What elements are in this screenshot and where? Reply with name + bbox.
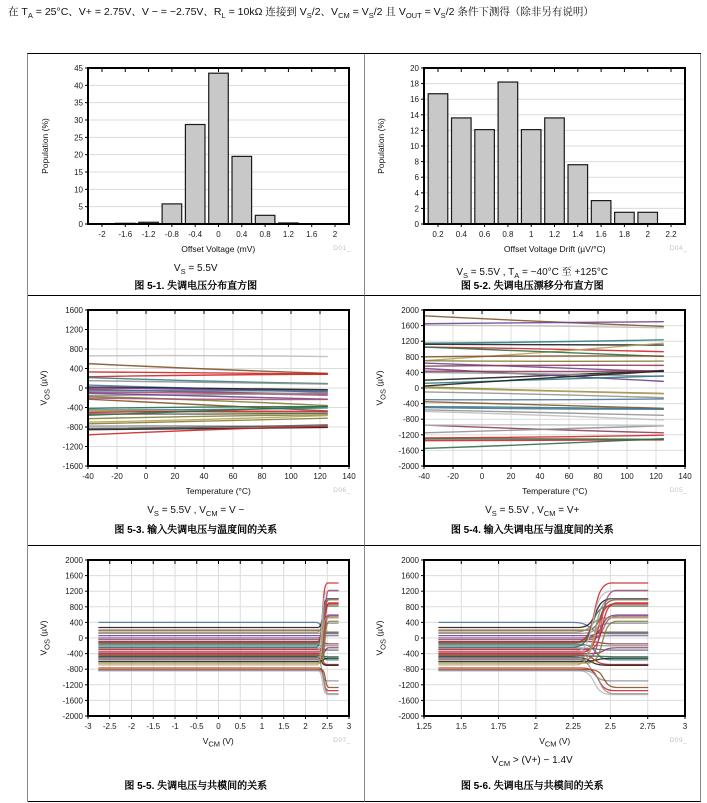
svg-text:-3: -3 [84, 722, 92, 731]
plot-area [367, 552, 697, 749]
svg-text:100: 100 [284, 472, 298, 481]
svg-text:800: 800 [405, 352, 420, 362]
y-axis-title: Population (%) [39, 118, 50, 174]
svg-text:1200: 1200 [401, 337, 420, 347]
svg-text:1200: 1200 [401, 587, 420, 597]
svg-text:-1600: -1600 [62, 462, 83, 471]
figure-condition: $V_S = 5.5V$ , $T_A = -40^\circ C$ 至 +125°C [456, 267, 609, 280]
svg-text:-2000: -2000 [398, 712, 420, 721]
svg-text:0: 0 [414, 220, 420, 229]
svg-text:120: 120 [649, 472, 663, 481]
svg-text:0.2: 0.2 [432, 230, 444, 239]
svg-text:0: 0 [480, 472, 485, 481]
plot-watermark: D07_ [333, 737, 351, 744]
svg-text:0: 0 [414, 634, 420, 643]
plot-watermark: D09_ [669, 737, 688, 744]
figure-caption: 图 5-2. 失调电压漂移分布直方图 [460, 281, 604, 292]
figure-cell-5-1 [28, 54, 365, 296]
svg-text:-400: -400 [66, 649, 83, 659]
svg-text:10: 10 [73, 185, 83, 195]
svg-text:35: 35 [73, 98, 83, 108]
svg-text:800: 800 [69, 602, 83, 612]
svg-text:1200: 1200 [64, 325, 83, 335]
svg-text:1.6: 1.6 [595, 230, 607, 239]
svg-text:-2000: -2000 [62, 712, 83, 721]
svg-text:-1.2: -1.2 [141, 230, 156, 239]
svg-text:20: 20 [73, 150, 83, 160]
svg-text:-20: -20 [110, 472, 123, 481]
y-axis-title: $V_{OS}$ (µV) [38, 620, 52, 656]
svg-text:-2: -2 [127, 722, 135, 731]
svg-text:12: 12 [410, 126, 420, 136]
svg-text:3: 3 [683, 722, 688, 731]
svg-text:120: 120 [313, 472, 327, 481]
vos-vs-temperature-plot [31, 302, 361, 486]
figure-cell-5-5 [28, 546, 365, 802]
svg-text:2.5: 2.5 [321, 722, 333, 731]
svg-text:2.25: 2.25 [565, 722, 582, 731]
figure-condition: $V_S = 5.5V$ , $V_{CM} = V$ − [147, 505, 245, 518]
figure-cell-5-2 [365, 54, 702, 296]
svg-text:0: 0 [78, 384, 83, 393]
svg-text:1600: 1600 [401, 321, 420, 331]
svg-text:1.2: 1.2 [282, 230, 294, 239]
svg-text:1.5: 1.5 [277, 722, 290, 731]
figure-condition: $V_{CM} > (V+) - 1.4V$ [491, 755, 573, 768]
svg-text:60: 60 [564, 472, 574, 481]
figure-cell-5-4 [365, 296, 702, 546]
svg-text:20: 20 [506, 472, 516, 481]
svg-text:2000: 2000 [401, 556, 420, 565]
svg-text:20: 20 [170, 472, 180, 481]
svg-text:2: 2 [332, 230, 337, 239]
svg-text:-400: -400 [403, 649, 420, 659]
svg-text:400: 400 [69, 364, 83, 374]
svg-text:10: 10 [410, 142, 420, 151]
svg-text:20: 20 [410, 64, 420, 73]
svg-text:1.6: 1.6 [305, 230, 318, 239]
svg-text:1.75: 1.75 [491, 722, 507, 731]
svg-text:0.5: 0.5 [234, 722, 246, 731]
vos-vs-common-mode-plot [367, 552, 697, 736]
svg-text:800: 800 [69, 345, 83, 354]
svg-text:0.8: 0.8 [502, 230, 514, 239]
svg-text:1600: 1600 [401, 571, 420, 581]
svg-text:-40: -40 [81, 472, 94, 481]
plot-watermark: D06_ [333, 487, 351, 494]
svg-text:3: 3 [346, 722, 351, 731]
svg-text:-800: -800 [66, 665, 83, 675]
svg-text:0: 0 [143, 472, 148, 481]
svg-text:800: 800 [405, 602, 420, 612]
header-test-conditions: 在 $T_A = 25^\circ C$、V+ = 2.75V、V − = −2.75V、$R_L = 10k\Omega$ 连接到 $V_S/2$、$V_{CM} = V_S/2$ 且 $V_{OUT} = V_S/2$ 条件下测得（除非另有说明） [8, 6, 594, 21]
svg-text:2000: 2000 [401, 306, 420, 315]
offset-voltage-histogram [31, 60, 361, 244]
x-axis-title: $V_{CM}$ (V) [202, 736, 234, 749]
figure-caption: 图 5-4. 输入失调电压与温度间的关系 [450, 525, 614, 536]
y-axis-title: Population (%) [376, 118, 387, 174]
svg-text:0.6: 0.6 [479, 230, 491, 239]
svg-text:2.5: 2.5 [605, 722, 617, 731]
x-axis-title: Temperature (°C) [522, 486, 588, 496]
svg-text:-800: -800 [66, 423, 83, 432]
svg-text:5: 5 [78, 202, 83, 212]
svg-text:-0.8: -0.8 [164, 230, 179, 239]
svg-text:400: 400 [405, 618, 420, 628]
svg-text:2: 2 [414, 204, 420, 214]
svg-text:1.5: 1.5 [455, 722, 468, 731]
vos-vs-common-mode-plot [31, 552, 361, 736]
svg-text:-1600: -1600 [398, 446, 420, 456]
svg-text:25: 25 [73, 133, 83, 143]
offset-voltage-drift-histogram [367, 60, 697, 244]
plot-area [31, 60, 361, 257]
figure-condition: $V_S = 5.5V$ , $V_{CM} = V+$ [485, 505, 580, 518]
svg-text:14: 14 [410, 110, 420, 120]
svg-text:40: 40 [73, 81, 83, 91]
vos-vs-temperature-plot [367, 302, 697, 486]
svg-text:80: 80 [257, 472, 267, 481]
figure-caption: 图 5-6. 失调电压与共模间的关系 [460, 781, 604, 792]
svg-text:-2.5: -2.5 [102, 722, 117, 731]
svg-text:16: 16 [410, 95, 420, 105]
svg-text:-1200: -1200 [398, 680, 420, 690]
figure-cell-5-3 [28, 296, 365, 546]
svg-text:1.8: 1.8 [619, 230, 631, 239]
svg-text:-0.4: -0.4 [188, 230, 202, 239]
svg-text:-400: -400 [66, 403, 83, 413]
figure-caption: 图 5-3. 输入失调电压与温度间的关系 [114, 525, 278, 536]
svg-text:60: 60 [228, 472, 238, 481]
svg-text:4: 4 [414, 188, 420, 198]
svg-text:-0.5: -0.5 [189, 722, 204, 731]
svg-text:45: 45 [73, 64, 83, 73]
figure-condition: $V_S = 5.5V$ [173, 263, 218, 276]
svg-text:100: 100 [620, 472, 634, 481]
svg-text:0.4: 0.4 [455, 230, 468, 239]
svg-text:-1.5: -1.5 [146, 722, 160, 731]
svg-text:-800: -800 [403, 415, 420, 425]
plot-watermark: D01_ [333, 245, 351, 252]
svg-text:40: 40 [535, 472, 545, 481]
figure-cell-5-6 [365, 546, 702, 802]
plot-area [367, 302, 697, 499]
svg-text:0: 0 [216, 230, 221, 239]
svg-text:1: 1 [259, 722, 264, 731]
svg-text:80: 80 [593, 472, 603, 481]
svg-text:140: 140 [678, 472, 692, 481]
plot-area [367, 60, 697, 257]
svg-text:140: 140 [342, 472, 356, 481]
svg-text:-1200: -1200 [398, 430, 420, 440]
y-axis-title: $V_{OS}$ (µV) [38, 370, 52, 406]
svg-text:400: 400 [69, 618, 83, 628]
plot-area [31, 552, 361, 749]
svg-text:2000: 2000 [64, 556, 83, 565]
svg-text:0.8: 0.8 [259, 230, 271, 239]
svg-text:0: 0 [216, 722, 221, 731]
plot-watermark: D04_ [669, 245, 688, 252]
x-axis-title: $V_{CM}$ (V) [539, 736, 571, 749]
x-axis-title: Offset Voltage Drift (µV/°C) [503, 244, 606, 254]
svg-text:2: 2 [533, 722, 539, 731]
figure-caption: 图 5-1. 失调电压分布直方图 [134, 281, 258, 292]
svg-text:8: 8 [414, 157, 420, 167]
svg-text:1600: 1600 [64, 306, 83, 315]
svg-text:6: 6 [414, 173, 420, 183]
svg-text:1: 1 [529, 230, 534, 239]
svg-text:-1600: -1600 [398, 696, 420, 706]
svg-text:-400: -400 [403, 399, 420, 409]
svg-text:1.25: 1.25 [416, 722, 433, 731]
svg-text:2: 2 [645, 230, 651, 239]
x-axis-title: Temperature (°C) [185, 486, 251, 496]
svg-text:40: 40 [199, 472, 209, 481]
svg-text:-800: -800 [403, 665, 420, 675]
svg-text:-1600: -1600 [62, 696, 83, 706]
plot-watermark: D05_ [669, 487, 688, 494]
svg-text:1.4: 1.4 [572, 230, 584, 239]
svg-text:0: 0 [78, 634, 83, 643]
svg-text:-1: -1 [171, 722, 179, 731]
y-axis-title: $V_{OS}$ (µV) [374, 370, 388, 406]
svg-text:-40: -40 [418, 472, 431, 481]
svg-text:-1.6: -1.6 [118, 230, 132, 239]
x-axis-title: Offset Voltage (mV) [181, 244, 256, 254]
svg-text:15: 15 [73, 168, 83, 177]
svg-text:400: 400 [405, 368, 420, 378]
svg-text:1.2: 1.2 [549, 230, 561, 239]
plot-area [31, 302, 361, 499]
svg-text:2: 2 [303, 722, 308, 731]
svg-text:0: 0 [78, 220, 83, 229]
svg-text:-2000: -2000 [398, 462, 420, 471]
svg-text:18: 18 [410, 79, 420, 89]
y-axis-title: $V_{OS}$ (µV) [374, 620, 388, 656]
svg-text:30: 30 [73, 116, 83, 125]
svg-text:1600: 1600 [64, 571, 83, 581]
svg-text:2.75: 2.75 [640, 722, 656, 731]
svg-text:0: 0 [414, 384, 420, 393]
svg-text:-20: -20 [447, 472, 460, 481]
figure-caption: 图 5-5. 失调电压与共模间的关系 [124, 781, 268, 792]
figure-grid [27, 53, 701, 802]
svg-text:-2: -2 [98, 230, 106, 239]
svg-text:0.4: 0.4 [235, 230, 248, 239]
svg-text:2.2: 2.2 [665, 230, 677, 239]
svg-text:1200: 1200 [64, 587, 83, 597]
svg-text:-1200: -1200 [62, 680, 83, 690]
svg-text:-1200: -1200 [62, 442, 83, 452]
